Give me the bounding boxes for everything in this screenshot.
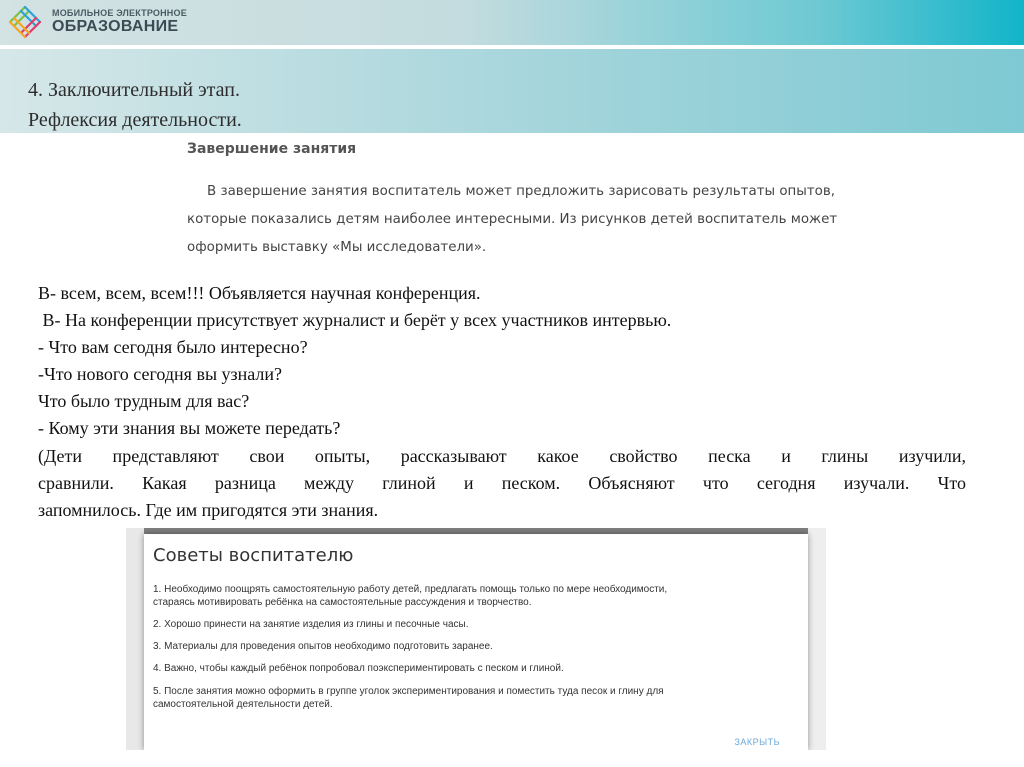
- header-bar: [0, 0, 1024, 45]
- main-text-line: Что было трудным для вас?: [38, 391, 250, 411]
- tip-item: 3. Материалы для проведения опытов необходимо подготовить заранее.: [153, 641, 493, 652]
- paragraph-line: сравнили. Какая разница между глиной и песком. Объясняют что сегодня изучали. Что: [38, 473, 966, 493]
- close-button[interactable]: ЗАКРЫТЬ: [734, 737, 780, 747]
- tip-item: стараясь мотивировать ребёнка на самостоятельные рассуждения и творчество.: [153, 597, 532, 608]
- logo-text-top: МОБИЛЬНОЕ ЭЛЕКТРОННОЕ: [52, 8, 187, 18]
- paragraph-line: запомнилось. Где им пригодятся эти знания.: [38, 500, 379, 520]
- tips-dialog: [144, 534, 808, 750]
- paragraph-line: (Дети представляют свои опыты, рассказывают какое свойство песка и глины изучили,: [38, 446, 966, 466]
- tip-item: 2. Хорошо принести на занятие изделия из глины и песочные часы.: [153, 619, 469, 630]
- tip-item: самостоятельной деятельности детей.: [153, 699, 333, 710]
- block-line: В завершение занятия воспитатель может предложить зарисовать результаты опытов,: [207, 184, 835, 199]
- main-text-line: -Что нового сегодня вы узнали?: [38, 364, 283, 384]
- tips-title: Советы воспитателю: [153, 545, 354, 566]
- tips-screenshot: [126, 528, 826, 750]
- tip-item: 5. После занятия можно оформить в группе уголок экспериментирования и поместить туда песок и глину для: [153, 686, 664, 697]
- slide-title-line-1: 4. Заключительный этап.: [28, 79, 240, 101]
- main-text-line: В- всем, всем, всем!!! Объявляется научная конференция.: [38, 283, 481, 303]
- slide-title-line-2: Рефлексия деятельности.: [28, 109, 242, 131]
- logo-text-bottom: ОБРАЗОВАНИЕ: [52, 18, 179, 35]
- block-heading: Завершение занятия: [187, 141, 357, 157]
- tip-item: 1. Необходимо поощрять самостоятельную работу детей, предлагать помощь только по мере необходимости,: [153, 584, 668, 595]
- block-line: которые показались детям наиболее интересными. Из рисунков детей воспитатель может: [187, 212, 838, 227]
- tip-item: 4. Важно, чтобы каждый ребёнок попробовал поэкспериментировать с песком и глиной.: [153, 663, 564, 674]
- logo-icon: [6, 3, 44, 41]
- main-text-line: - Кому эти знания вы можете передать?: [38, 418, 341, 438]
- main-text-line: В- На конференции присутствует журналист и берёт у всех участников интервью.: [38, 310, 672, 330]
- main-text-line: - Что вам сегодня было интересно?: [38, 337, 308, 357]
- block-line: оформить выставку «Мы исследователи».: [187, 240, 487, 255]
